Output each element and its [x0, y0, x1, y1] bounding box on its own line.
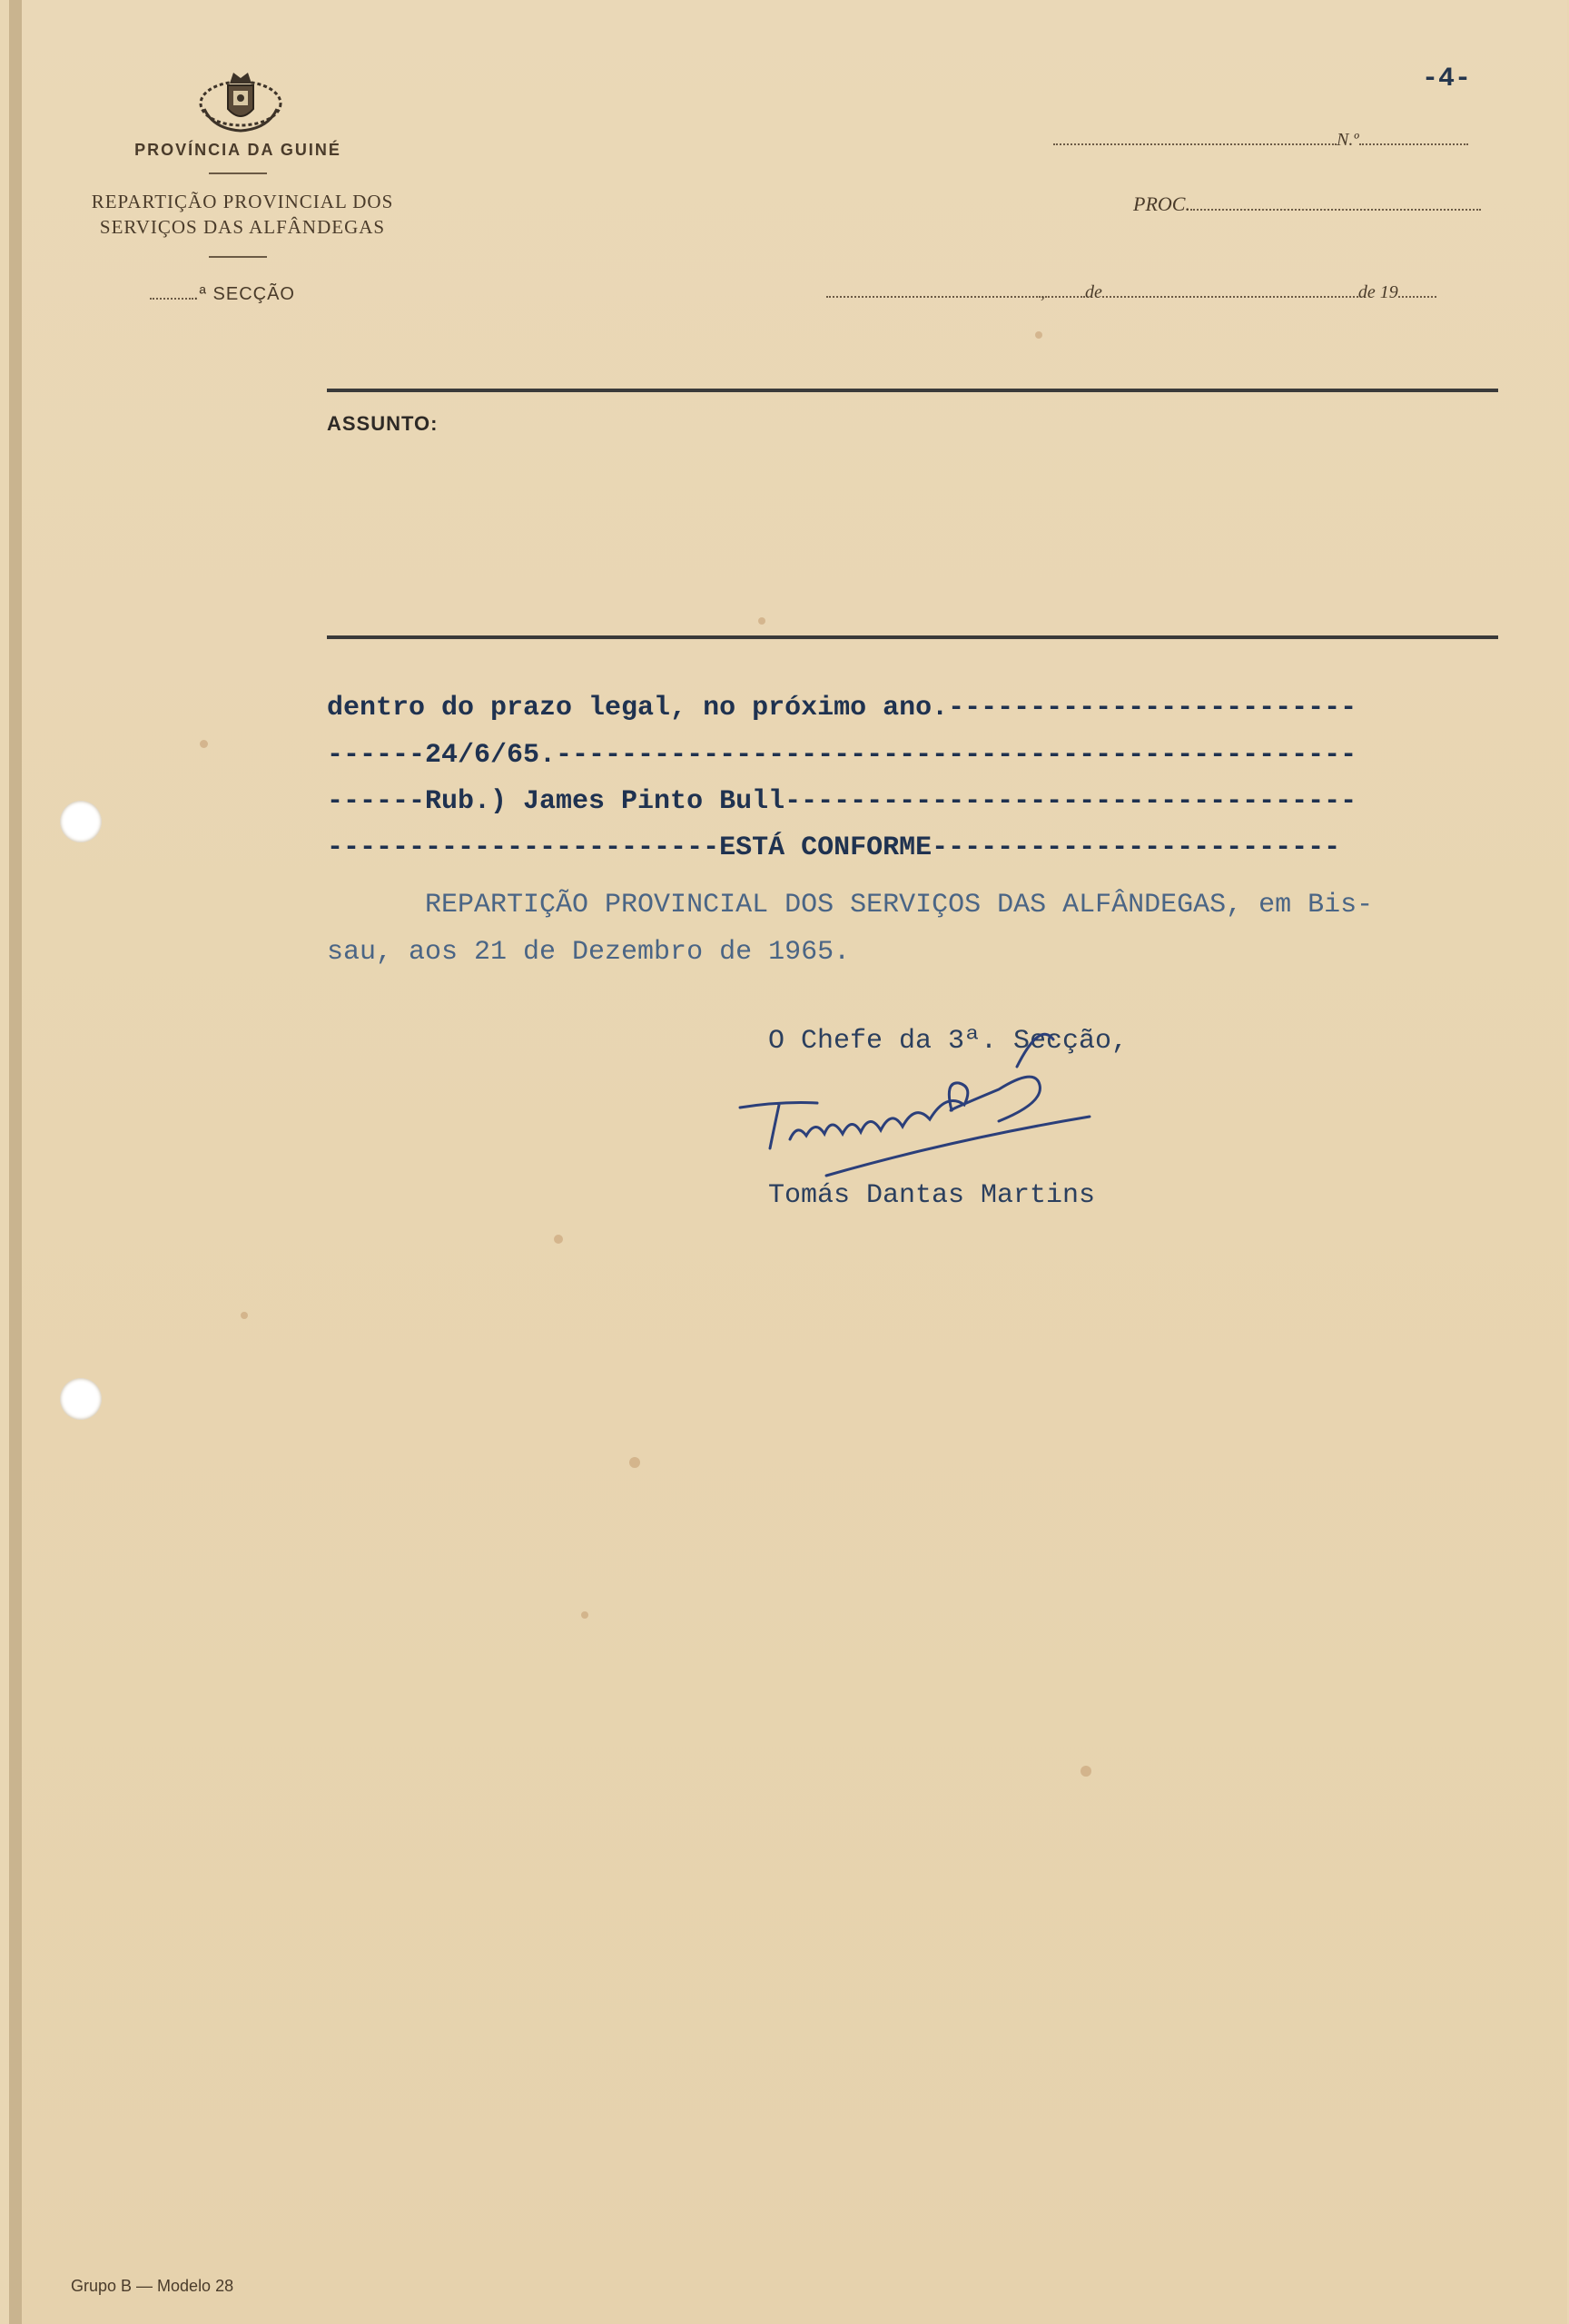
- stain: [629, 1457, 640, 1468]
- section-field: [150, 281, 295, 305]
- punch-hole: [60, 801, 102, 842]
- stain: [554, 1235, 563, 1244]
- subject-label: ASSUNTO:: [327, 412, 439, 435]
- stain: [1081, 1766, 1091, 1777]
- stain: [758, 617, 765, 625]
- stain: [241, 1312, 248, 1319]
- section-label: .ª SECÇÃO: [193, 284, 295, 304]
- signatory-name: Tomás Dantas Martins: [768, 1180, 1096, 1211]
- department-line-2: SERVIÇOS DAS ALFÂNDEGAS: [99, 216, 386, 238]
- number-label: N.º: [1337, 130, 1359, 150]
- coat-of-arms-emblem: [195, 64, 286, 136]
- stain: [1035, 331, 1042, 339]
- date-comma: ,: [1041, 282, 1045, 302]
- subject-rule: [327, 635, 1498, 639]
- proc-label: PROC.: [1133, 192, 1190, 215]
- form-code: Grupo B — Modelo 28: [71, 2277, 234, 2295]
- body-line-3: ------Rub.) James Pinto Bull-----------------------------------: [327, 786, 1357, 817]
- punch-hole: [60, 1378, 102, 1420]
- header-rule: [327, 389, 1498, 392]
- date-year-label: de 19: [1357, 282, 1398, 302]
- number-blank: [1359, 127, 1468, 145]
- body-line-1: dentro do prazo legal, no próximo ano.-------------------------: [327, 693, 1357, 724]
- document-page: [9, 0, 1567, 2324]
- number-blank: [1053, 127, 1337, 145]
- proc-field: [1133, 192, 1498, 216]
- divider: [209, 172, 267, 174]
- body-line-2: ------24/6/65.-------------------------------------------------: [327, 740, 1357, 771]
- date-blank: [1102, 280, 1358, 298]
- body-line-6: sau, aos 21 de Dezembro de 1965.: [327, 937, 851, 968]
- section-blank: [150, 281, 193, 300]
- signatory-title: O Chefe da 3ª. Secção,: [768, 1026, 1129, 1057]
- date-field: [826, 280, 1498, 303]
- date-blank: [1398, 280, 1436, 298]
- divider: [209, 256, 267, 258]
- province-heading: PROVÍNCIA DA GUINÉ: [134, 141, 341, 159]
- proc-blank: [1190, 192, 1481, 211]
- department-line-1: REPARTIÇÃO PROVINCIAL DOS: [91, 191, 394, 212]
- number-field: [1053, 127, 1498, 151]
- date-blank: [826, 280, 1041, 298]
- stain: [581, 1611, 588, 1619]
- department-name: [65, 189, 419, 240]
- body-line-5: REPARTIÇÃO PROVINCIAL DOS SERVIÇOS DAS ALFÂNDEGAS, em Bis-: [327, 890, 1374, 921]
- date-blank: [1045, 280, 1085, 298]
- stain: [200, 740, 208, 748]
- page-number: -4-: [1422, 64, 1472, 94]
- handwritten-signature: [726, 1003, 1162, 1185]
- paper-edge: [9, 0, 22, 2324]
- date-de-label: de: [1085, 282, 1102, 302]
- body-line-4: ------------------------ESTÁ CONFORME-------------------------: [327, 832, 1341, 863]
